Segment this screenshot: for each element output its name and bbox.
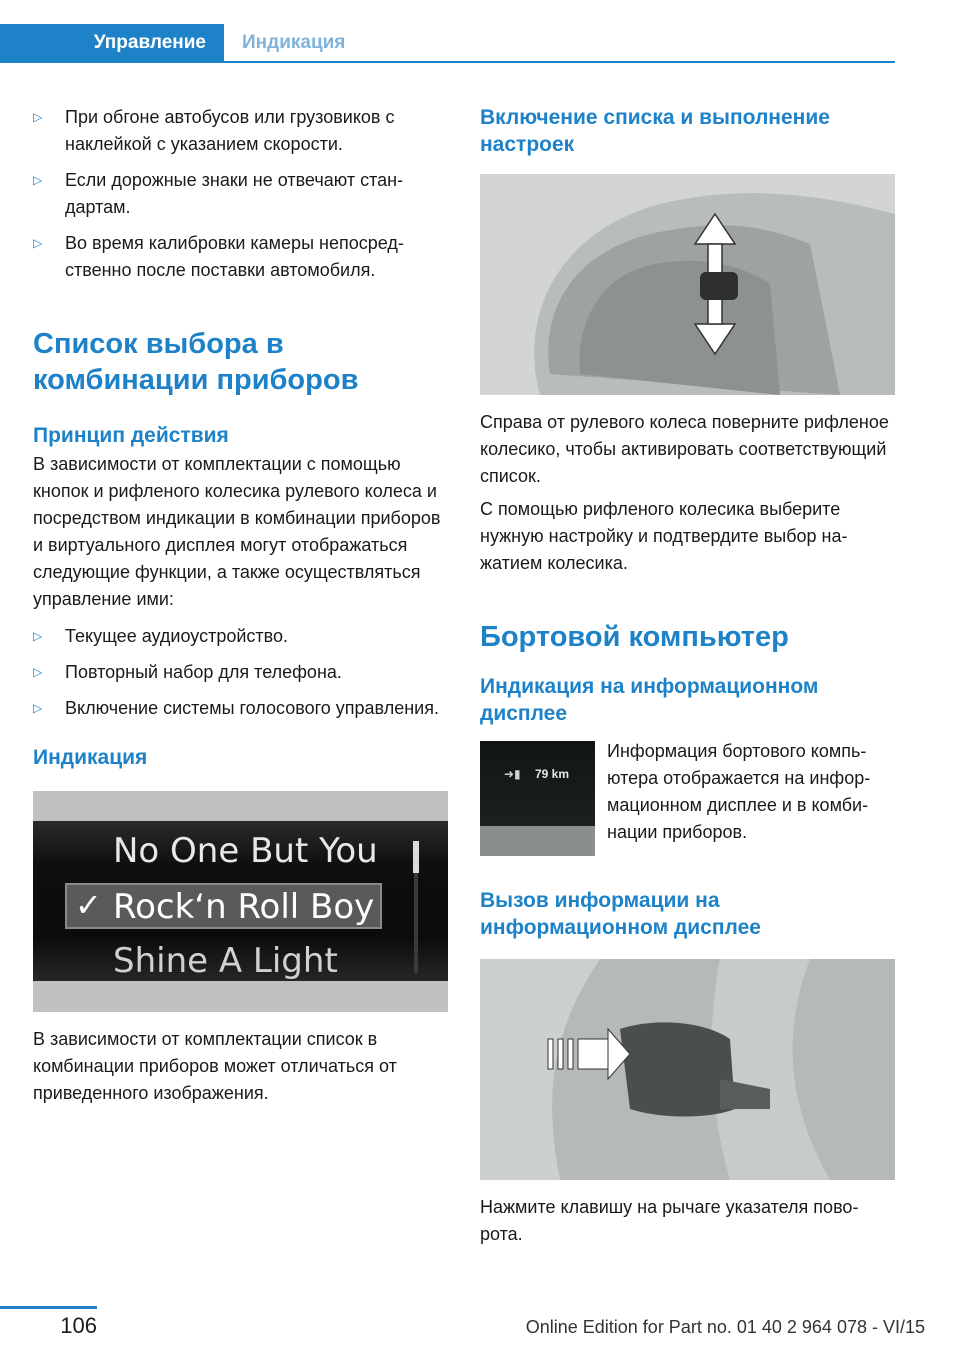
turn-lever-figure (480, 959, 895, 1180)
display-line-2: Rock‘n Roll Boy (113, 887, 375, 927)
left-column (33, 104, 448, 1113)
triangle-bullet-icon: ▷ (33, 173, 43, 187)
paragraph-vklyuchenie-1: Справа от рулевого колеса поверните рифленое колесико, чтобы активировать соответствующий список. (480, 412, 889, 486)
info-display-figure (480, 741, 595, 856)
paragraph-info: Информация бортового компьютера отображается на информационном дисплее и в комбинации приборов. (607, 741, 871, 842)
paragraph-vyzov: Нажмите клавишу на рычаге указателя поворота. (480, 1197, 859, 1244)
subsection-title-princip: Принцип действия (33, 424, 229, 447)
subsection-title-indikaciya: Индикация (33, 746, 148, 769)
triangle-bullet-icon: ▷ (33, 701, 43, 715)
paragraph-display-note: В зависимости от комплектации список в комбинации приборов может отличаться от приведенного изображения. (33, 1029, 397, 1103)
list-item: ▷ Текущее аудиоустройство. (33, 623, 448, 650)
info-display-block (480, 741, 895, 861)
section-title-bortovoy: Бортовой компьютер (480, 621, 789, 653)
display-line-1: No One But You (113, 831, 378, 871)
instrument-display-figure (33, 791, 448, 1012)
list-item: ▷ Включение системы голосового управления. (33, 695, 448, 722)
turn-lever-illustration (480, 959, 895, 1180)
check-icon: ✓ (75, 886, 102, 924)
scrollbar-track (414, 873, 418, 973)
range-value: 79 km (535, 767, 570, 781)
section-title-spisok: Список выбора в комбинации приборов (33, 328, 359, 396)
steering-wheel-illustration (480, 174, 895, 395)
subsection-title-vyzov: Вызов информации на информационном дисплее (480, 889, 761, 939)
triangle-bullet-icon: ▷ (33, 665, 43, 679)
list-item: ▷ При обгоне автобусов или грузовиков с наклейкой с указанием скорости. (33, 104, 448, 158)
tab-upravlenie[interactable]: Управление (0, 24, 224, 61)
paragraph-princip: В зависимости от комплектации с помощью кнопок и рифленого колесика рулевого колеса и посредством индикации в комбинации приборов и виртуального дисплея могут отображаться следующие функции, а также осуществляться управление ими: (33, 454, 441, 609)
triangle-bullet-icon: ▷ (33, 110, 43, 124)
display-line-3: Shine A Light (113, 941, 338, 981)
page-header (0, 0, 960, 62)
header-rule (0, 61, 895, 63)
tab-indikaciya[interactable]: Индикация (242, 32, 346, 53)
page-number: 106 (60, 1313, 97, 1338)
list-item: ▷ Повторный набор для телефона. (33, 659, 448, 686)
edition-note: Online Edition for Part no. 01 40 2 964 078 - VI/15 (525, 1317, 925, 1337)
footer-rule (0, 1306, 97, 1309)
subsection-title-vklyuchenie: Включение списка и выполнение настроек (480, 106, 830, 156)
triangle-bullet-icon: ▷ (33, 629, 43, 643)
fuel-range-icon: ➜▮ (504, 767, 521, 781)
list-item: ▷ Если дорожные знаки не отвечают стандартам. (33, 167, 448, 221)
paragraph-vklyuchenie-2: С помощью рифленого колесика выберите нужную настройку и подтвердите выбор нажатием колесика. (480, 499, 848, 573)
list-item: ▷ Во время калибровки камеры непосредственно после поставки автомобиля. (33, 230, 448, 284)
steering-wheel-figure (480, 174, 895, 395)
triangle-bullet-icon: ▷ (33, 236, 43, 250)
subsection-title-indikaciya-info: Индикация на информационном дисплее (480, 675, 819, 725)
right-column (480, 104, 895, 1254)
scrollbar-thumb (413, 841, 419, 873)
